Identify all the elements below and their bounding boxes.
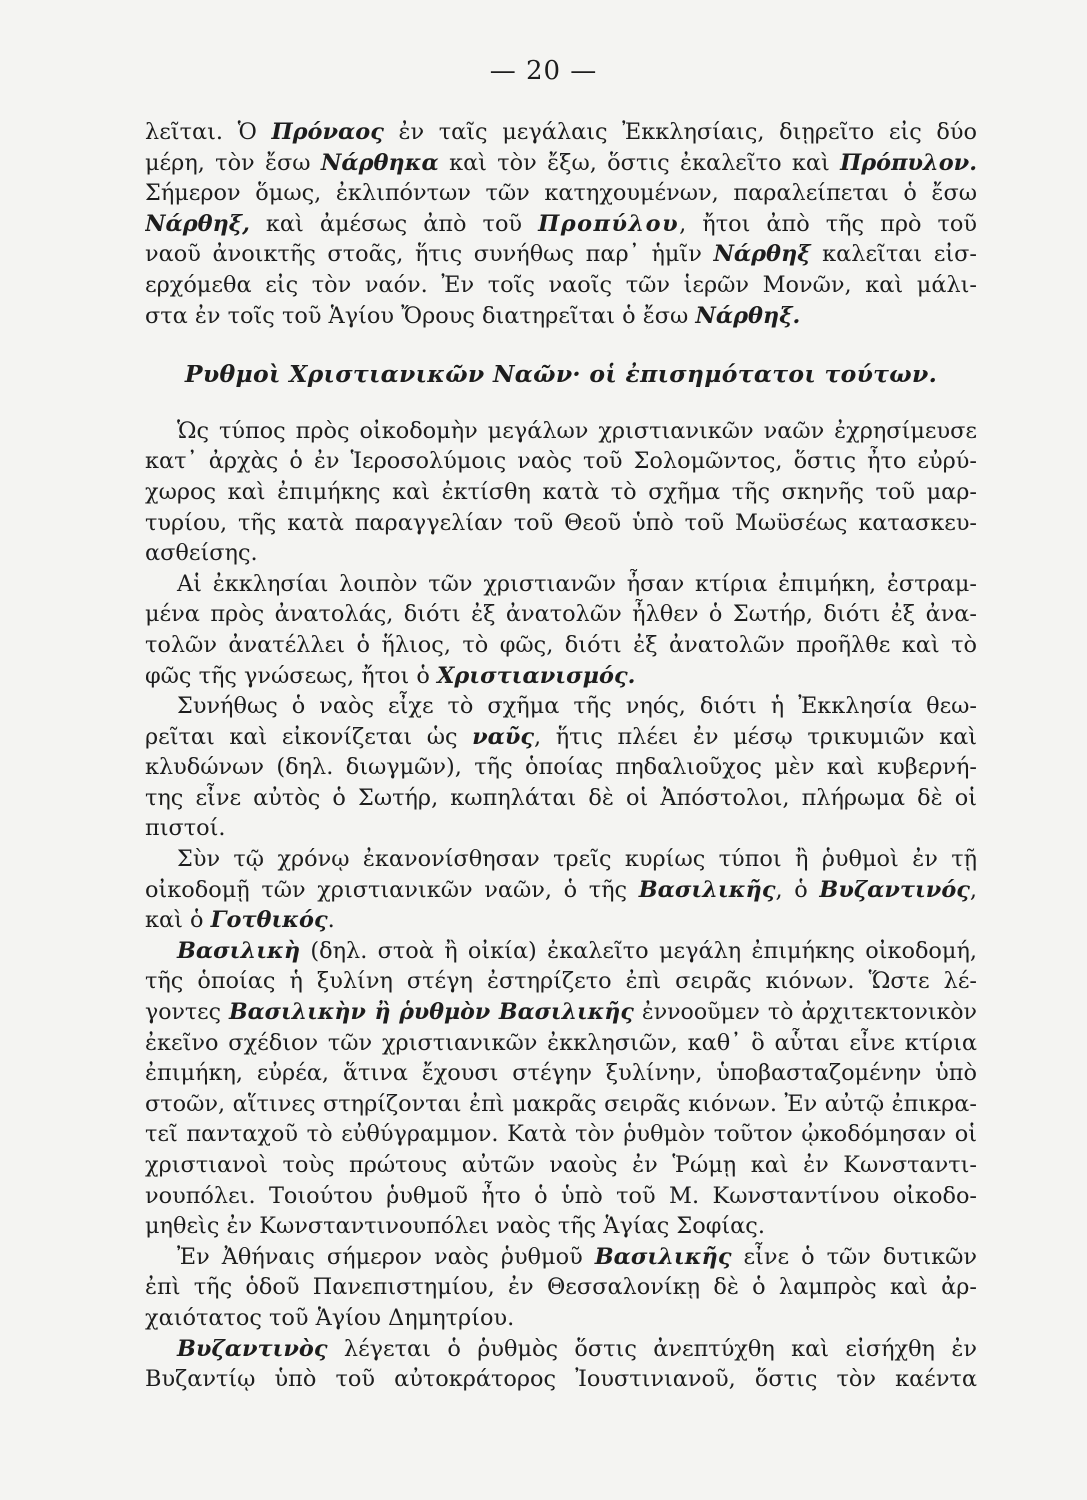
text-line: ἐπὶ τῆς ὁδοῦ Πανεπιστημίου, ἐν Θεσσαλονίκῃ δὲ ὁ λαμπρὸς καὶ ἀρ- xyxy=(145,1274,977,1301)
term-propylou: Προπύλου xyxy=(538,210,680,237)
term-gothikos: Γοτθικός xyxy=(210,907,328,934)
term-narthex: Νάρθηξ, xyxy=(145,210,250,237)
term-propylon: Πρόπυλον. xyxy=(840,149,977,176)
text-line: μηθεὶς ἐν Κωνσταντινουπόλει ναὸς τῆς Ἁγίας Σοφίας. xyxy=(145,1213,765,1240)
text-line: νουπόλει. Τοιούτου ῥυθμοῦ ἦτο ὁ ὑπὸ τοῦ Μ. Κωνσταντίνου οἰκοδο- xyxy=(145,1182,977,1209)
text-line: Νάρθηξ, καὶ ἀμέσως ἀπὸ τοῦ Προπύλου, ἤτοι ἀπὸ τῆς πρὸ τοῦ xyxy=(145,210,977,237)
text-line: λεῖται. Ὁ Πρόναος ἐν ταῖς μεγάλαις Ἐκκλησίαις, διῃρεῖτο εἰς δύο xyxy=(145,119,977,145)
paragraph-basilica xyxy=(145,936,977,1242)
text-line: μένα πρὸς ἀνατολάς, διότι ἐξ ἀνατολῶν ἦλθεν ὁ Σωτήρ, διότι ἐξ ἀνα- xyxy=(145,601,977,628)
text-line: τῆς ὁποίας ἡ ξυλίνη στέγη ἐστηρίζετο ἐπὶ σειρᾶς κιόνων. Ὥστε λέ- xyxy=(145,968,977,995)
text-line: κατ᾽ ἀρχὰς ὁ ἐν Ἱεροσολύμοις ναὸς τοῦ Σολομῶντος, ὅστις ἦτο εὐρύ- xyxy=(145,448,977,475)
text-line: Σὺν τῷ χρόνῳ ἐκανονίσθησαν τρεῖς κυρίως τύποι ἢ ῥυθμοὶ ἐν τῇ xyxy=(177,846,977,873)
page-number: — 20 — xyxy=(489,56,598,86)
text-line: Αἱ ἐκκλησίαι λοιπὸν τῶν χριστιανῶν ἦσαν κτίρια ἐπιμήκη, ἐστραμ- xyxy=(177,570,977,597)
text-line: τυρίου, τῆς κατὰ παραγγελίαν τοῦ Θεοῦ ὑπὸ τοῦ Μωϋσέως κατασκευ- xyxy=(145,509,977,536)
text-line: στοῶν, αἵτινες στηρίζονται ἐπὶ μακρᾶς σειρᾶς κιόνων. Ἐν αὐτῷ ἐπικρα- xyxy=(145,1090,977,1117)
text-line: Βασιλικὴ (δηλ. στοὰ ἢ οἰκία) ἐκαλεῖτο μεγάλη ἐπιμήκης οἰκοδομή, xyxy=(177,937,977,964)
term-byzantinos: Βυζαντινὸς xyxy=(177,1335,328,1362)
text-line: κλυδώνων (δηλ. διωγμῶν), τῆς ὁποίας πηδαλιοῦχος μὲν καὶ κυβερνή- xyxy=(145,754,977,781)
text-line: καὶ ὁ Γοτθικός. xyxy=(145,907,335,934)
paragraph-narthex xyxy=(145,117,977,331)
paragraph-three-styles xyxy=(145,844,977,936)
text-line: στα ἐν τοῖς τοῦ Ἁγίου Ὄρους διατηρεῖται ὁ ἔσω Νάρθηξ. xyxy=(145,302,801,329)
text-line: μέρη, τὸν ἔσω Νάρθηκα καὶ τὸν ἔξω, ὅστις ἐκαλεῖτο καὶ Πρόπυλον. xyxy=(145,149,977,176)
text-line: Βυζαντινὸς λέγεται ὁ ῥυθμὸς ὅστις ἀνεπτύχθη καὶ εἰσήχθη ἐν xyxy=(177,1335,977,1362)
text-line: ναοῦ ἀνοικτῆς στοᾶς, ἥτις συνήθως παρ᾽ ἡμῖν Νάρθηξ καλεῖται εἰσ- xyxy=(145,241,977,268)
text-line: χαιότατος τοῦ Ἁγίου Δημητρίου. xyxy=(145,1304,515,1331)
text-line: ἐκεῖνο σχέδιον τῶν χριστιανικῶν ἐκκλησιῶν, καθ᾽ ὃ αὗται εἶνε κτίρια xyxy=(145,1029,977,1056)
paragraph-athens xyxy=(145,1242,977,1334)
paragraph-orientation xyxy=(145,569,977,691)
text-line: τολῶν ἀνατέλλει ὁ ἥλιος, τὸ φῶς, διότι ἐξ ἀνατολῶν προῆλθε καὶ τὸ xyxy=(145,631,977,658)
text-line: Ὡς τύπος πρὸς οἰκοδομὴν μεγάλων χριστιανικῶν ναῶν ἐχρησίμευσε xyxy=(177,417,977,444)
term-narthex: Νάρθηξ xyxy=(713,241,811,268)
text-line: χωρος καὶ ἐπιμήκης καὶ ἐκτίσθη κατὰ τὸ σχῆμα τῆς σκηνῆς τοῦ μαρ- xyxy=(145,478,977,505)
term-christianismos: Χριστιανισμός. xyxy=(437,662,636,689)
text-line: ρεῖται καὶ εἰκονίζεται ὡς ναῦς, ἥτις πλέει ἐν μέσῳ τρικυμιῶν καὶ xyxy=(145,723,977,750)
text-line: Βυζαντίῳ ὑπὸ τοῦ αὐτοκράτορος Ἰουστινιανοῦ, ὅστις τὸν καέντα xyxy=(145,1366,977,1393)
text-line: τεῖ πανταχοῦ τὸ εὐθύγραμμον. Κατὰ τὸν ῥυθμὸν τοῦτον ᾠκοδόμησαν οἱ xyxy=(145,1121,977,1148)
term-byzantinos: Βυζαντινός xyxy=(819,876,970,903)
term-pronaos: Πρόναος xyxy=(271,119,384,145)
text-line: πιστοί. xyxy=(145,815,226,842)
term-narthex: Νάρθηκα xyxy=(320,149,439,176)
text-line: ασθείσης. xyxy=(145,540,258,567)
term-basilikes: Βασιλικῆς xyxy=(638,876,776,903)
term-basilike: Βασιλικὴ xyxy=(177,937,301,964)
term-basiliken: Βασιλικὴν ἢ ῥυθμὸν Βασιλικῆς xyxy=(229,999,634,1026)
text-line: ἐπιμήκη, εὐρέα, ἅτινα ἔχουσι στέγην ξυλίνην, ὑποβασταζομένην ὑπὸ xyxy=(145,1060,977,1087)
text-line: της εἶνε αὐτὸς ὁ Σωτήρ, κωπηλάται δὲ οἱ Ἀπόστολοι, πλήρωμα δὲ οἱ xyxy=(145,784,977,811)
text-line: ερχόμεθα εἰς τὸν ναόν. Ἐν τοῖς ναοῖς τῶν ἱερῶν Μονῶν, καὶ μάλι- xyxy=(145,271,977,298)
text-line: Σήμερον ὅμως, ἐκλιπόντων τῶν κατηχουμένων, παραλείπεται ὁ ἔσω xyxy=(145,180,977,207)
paragraph-solomon-temple xyxy=(145,416,977,569)
term-narthex: Νάρθηξ. xyxy=(695,302,801,329)
paragraph-ship xyxy=(145,691,977,844)
text-line: Συνήθως ὁ ναὸς εἶχε τὸ σχῆμα τῆς νηός, διότι ἡ Ἐκκλησία θεω- xyxy=(177,693,977,720)
text-line: γοντες Βασιλικὴν ἢ ῥυθμὸν Βασιλικῆς ἐννοοῦμεν τὸ ἀρχιτεκτονικὸν xyxy=(145,999,977,1026)
text-line: χριστιανοὶ τοὺς πρώτους αὐτῶν ναοὺς ἐν Ῥώμῃ καὶ ἐν Κωνσταντι- xyxy=(145,1152,977,1178)
body-text xyxy=(145,117,977,1395)
term-basilikes: Βασιλικῆς xyxy=(594,1243,732,1270)
text-line: φῶς τῆς γνώσεως, ἤτοι ὁ Χριστιανισμός. xyxy=(145,662,636,689)
text-line: οἰκοδομῇ τῶν χριστιανικῶν ναῶν, ὁ τῆς Βασιλικῆς, ὁ Βυζαντινός, xyxy=(145,876,977,903)
section-heading: Ρυθμοὶ Χριστιανικῶν Ναῶν· οἱ ἐπισημότατοι τούτων. xyxy=(184,360,938,389)
paragraph-byzantine xyxy=(145,1334,977,1395)
term-naus: ναῦς xyxy=(472,723,535,750)
text-line: Ἐν Ἀθήναις σήμερον ναὸς ῥυθμοῦ Βασιλικῆς εἶνε ὁ τῶν δυτικῶν xyxy=(177,1243,977,1270)
